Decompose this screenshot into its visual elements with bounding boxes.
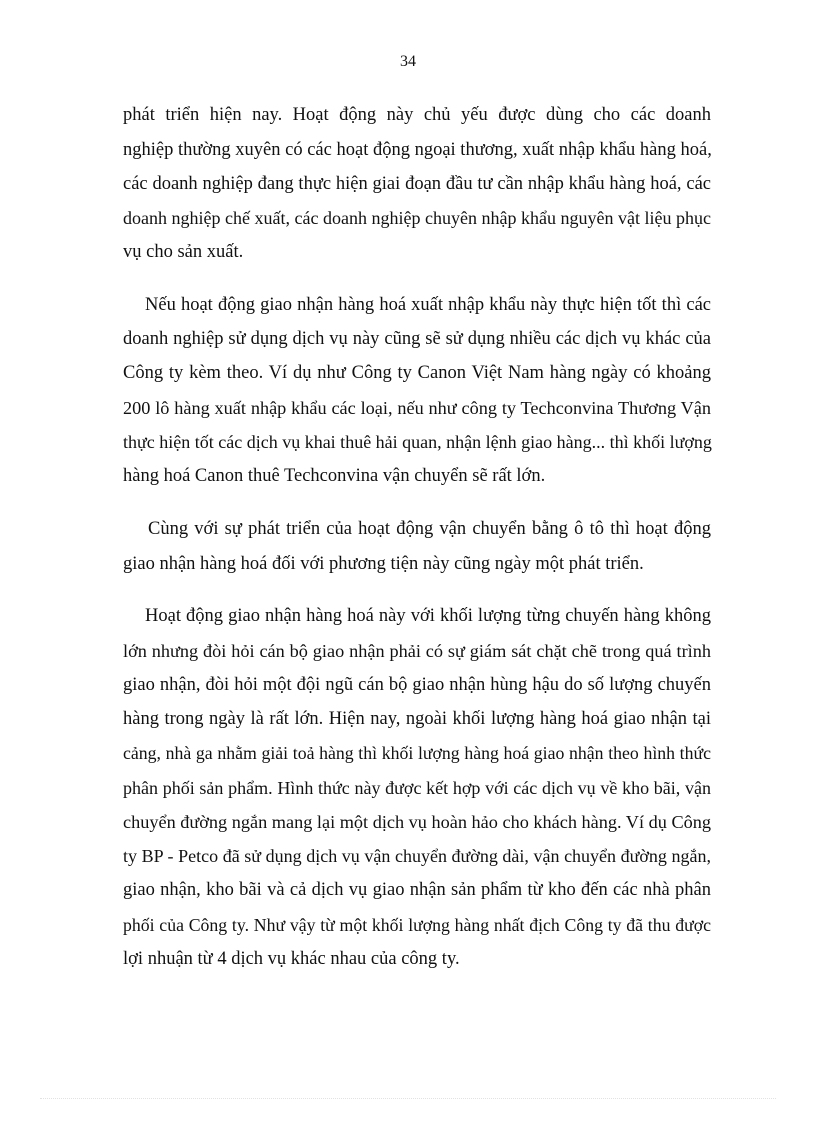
paragraph-1-line-4: doanh nghiệp chế xuất, các doanh nghiệp chuyên nhập khẩu nguyên vật liệu phục	[123, 208, 711, 228]
paragraph-2-line-1: Nếu hoạt động giao nhận hàng hoá xuất nhập khẩu này thực hiện tốt thì các	[145, 295, 711, 315]
page-number: 34	[400, 53, 416, 70]
paragraph-1-line-1: phát triển hiện nay. Hoạt động này chủ yếu được dùng cho các doanh	[123, 105, 711, 125]
paragraph-4-line-4: hàng trong ngày là rất lớn. Hiện nay, ngoài khối lượng hàng hoá giao nhận tại	[123, 709, 711, 729]
paragraph-3-line-1: Cùng với sự phát triển của hoạt động vận chuyển bằng ô tô thì hoạt động	[148, 519, 711, 539]
paragraph-4-line-2: lớn nhưng đòi hỏi cán bộ giao nhận phải có sự giám sát chặt chẽ trong quá trình	[123, 641, 711, 661]
paragraph-3-line-2: giao nhận hàng hoá đối với phương tiện này cũng ngày một phát triển.	[123, 554, 644, 574]
paragraph-4-line-3: giao nhận, đòi hỏi một đội ngũ cán bộ giao nhận hùng hậu do số lượng chuyến	[123, 675, 711, 695]
paragraph-1-line-2: nghiệp thường xuyên có các hoạt động ngoại thương, xuất nhập khẩu hàng hoá,	[123, 140, 712, 160]
paragraph-4-line-5: cảng, nhà ga nhằm giải toả hàng thì khối lượng hàng hoá giao nhận theo hình thức	[123, 743, 711, 763]
paragraph-1-line-5: vụ cho sản xuất.	[123, 242, 244, 262]
paragraph-4-line-10: phối của Công ty. Như vậy từ một khối lượng hàng nhất địch Công ty đã thu được	[123, 915, 711, 935]
paragraph-4-line-6: phân phối sản phẩm. Hình thức này được kết hợp với các dịch vụ về kho bãi, vận	[123, 778, 711, 798]
paragraph-2-line-6: hàng hoá Canon thuê Techconvina vận chuyển sẽ rất lớn.	[123, 466, 546, 486]
page-bottom-divider	[40, 1098, 776, 1099]
paragraph-2-line-3: Công ty kèm theo. Ví dụ như Công ty Canon Việt Nam hàng ngày có khoảng	[123, 363, 711, 383]
paragraph-4-line-7: chuyển đường ngắn mang lại một dịch vụ hoàn hảo cho khách hàng. Ví dụ Công	[123, 812, 711, 832]
paragraph-2-line-5: thực hiện tốt các dịch vụ khai thuê hải quan, nhận lệnh giao hàng... thì khối lượng	[123, 432, 712, 452]
paragraph-4-line-9: giao nhận, kho bãi và cả dịch vụ giao nhận sản phẩm từ kho đến các nhà phân	[123, 880, 711, 900]
paragraph-4-line-8: ty BP - Petco đã sử dụng dịch vụ vận chuyển đường dài, vận chuyển đường ngắn,	[123, 846, 711, 866]
paragraph-2-line-4: 200 lô hàng xuất nhập khẩu các loại, nếu như công ty Techconvina Thương Vận	[123, 398, 711, 418]
paragraph-1-line-3: các doanh nghiệp đang thực hiện giai đoạn đầu tư cần nhập khẩu hàng hoá, các	[123, 174, 711, 194]
paragraph-2-line-2: doanh nghiệp sử dụng dịch vụ này cũng sẽ sử dụng nhiều các dịch vụ khác của	[123, 329, 711, 349]
paragraph-4-line-11: lợi nhuận từ 4 dịch vụ khác nhau của công ty.	[123, 949, 460, 969]
paragraph-4-line-1: Hoạt động giao nhận hàng hoá này với khối lượng từng chuyến hàng không	[145, 606, 711, 626]
